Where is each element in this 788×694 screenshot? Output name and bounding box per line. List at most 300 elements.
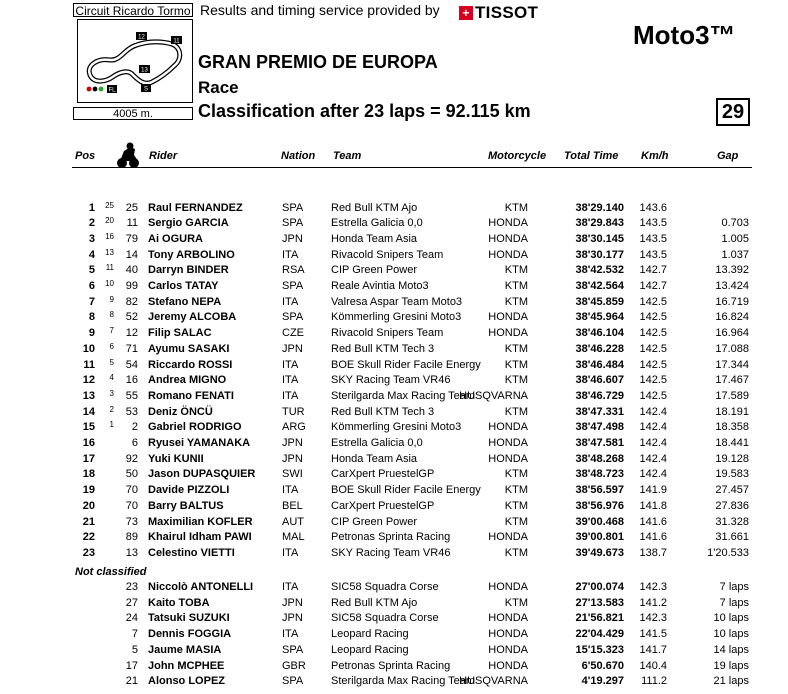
row-total-time: 38'46.104 <box>575 327 624 340</box>
row-rider-name: Maximilian KOFLER <box>148 515 253 528</box>
row-gap: 1.037 <box>721 248 749 261</box>
svg-text:12: 12 <box>138 34 145 41</box>
row-motorcycle: KTM <box>504 499 528 512</box>
row-speed: 142.5 <box>639 327 667 340</box>
row-gap: 27.457 <box>715 484 749 497</box>
row-team: Valresa Aspar Team Moto3 <box>331 295 463 308</box>
row-rider-number: 40 <box>125 264 138 277</box>
table-row <box>0 215 788 231</box>
row-speed: 142.4 <box>639 405 667 418</box>
table-row <box>0 514 788 530</box>
row-rider-number: 79 <box>125 232 138 245</box>
row-rider-name: John MCPHEE <box>148 659 225 672</box>
row-total-time: 38'46.228 <box>575 342 624 355</box>
row-rider-name: Sergio GARCIA <box>148 217 229 230</box>
table-row <box>0 482 788 498</box>
row-team: SKY Racing Team VR46 <box>331 374 451 387</box>
row-gap: 19 laps <box>713 659 749 672</box>
row-points: 9 <box>109 294 114 304</box>
row-team: CIP Green Power <box>331 515 418 528</box>
row-rider-name: Niccolò ANTONELLI <box>148 581 254 593</box>
row-nation: SPA <box>282 675 304 688</box>
row-team: Petronas Sprinta Racing <box>331 531 451 544</box>
row-speed: 140.4 <box>639 659 667 672</box>
column-header-gap: Gap <box>717 150 739 162</box>
row-nation: JPN <box>282 452 303 465</box>
row-rider-name: Ai OGURA <box>148 232 203 245</box>
row-team: Leopard Racing <box>331 643 409 656</box>
table-row <box>0 404 788 420</box>
table-row <box>0 435 788 451</box>
row-rider-number: 82 <box>125 295 138 308</box>
row-team: Red Bull KTM Ajo <box>331 201 418 214</box>
table-row <box>0 498 788 514</box>
tissot-logo <box>459 3 538 23</box>
row-speed: 142.7 <box>639 264 667 277</box>
row-pos: 16 <box>82 437 95 449</box>
row-nation: ITA <box>282 484 299 497</box>
row-nation: ITA <box>282 581 299 593</box>
row-rider-number: 2 <box>131 421 138 434</box>
row-motorcycle: HONDA <box>488 437 528 449</box>
row-gap: 17.344 <box>715 358 749 371</box>
row-pos: 21 <box>82 515 95 528</box>
row-rider-name: Romano FENATI <box>148 389 234 402</box>
row-rider-number: 25 <box>125 201 138 214</box>
row-speed: 141.6 <box>639 515 667 528</box>
row-nation: JPN <box>282 232 303 245</box>
row-pos: 22 <box>82 531 95 544</box>
session-title: Race <box>198 78 239 97</box>
row-rider-number: 6 <box>131 437 138 449</box>
row-gap: 17.467 <box>715 374 749 387</box>
row-total-time: 15'15.323 <box>575 643 624 656</box>
row-motorcycle: KTM <box>504 201 528 214</box>
column-header-nation: Nation <box>281 150 316 162</box>
row-speed: 141.8 <box>639 499 667 512</box>
row-nation: GBR <box>282 659 306 672</box>
row-gap: 31.661 <box>715 531 749 544</box>
row-gap: 10 laps <box>713 612 749 625</box>
row-pos: 15 <box>82 421 95 434</box>
row-rider-number: 5 <box>131 643 138 656</box>
row-rider-number: 14 <box>125 248 138 261</box>
row-nation: CZE <box>282 327 304 340</box>
row-total-time: 39'00.468 <box>575 515 624 528</box>
row-points: 3 <box>109 388 114 398</box>
row-points: 8 <box>109 310 114 320</box>
row-gap: 13.424 <box>715 280 749 292</box>
row-team: CarXpert PruestelGP <box>331 468 435 481</box>
row-gap: 31.328 <box>715 515 749 528</box>
table-row <box>0 642 788 658</box>
row-total-time: 38'47.498 <box>575 421 624 434</box>
header-divider <box>72 167 752 168</box>
timing-service-text: Results and timing service provided by <box>200 2 440 18</box>
row-pos: 23 <box>82 546 95 559</box>
table-row <box>0 200 788 216</box>
row-nation: ITA <box>282 374 299 387</box>
row-total-time: 6'50.670 <box>581 659 624 672</box>
row-nation: BEL <box>282 499 303 512</box>
row-total-time: 38'48.268 <box>575 452 624 465</box>
row-motorcycle: HONDA <box>488 531 528 544</box>
table-row <box>0 529 788 545</box>
row-rider-name: Alonso LOPEZ <box>148 675 225 688</box>
svg-text:13: 13 <box>141 67 148 74</box>
row-nation: SPA <box>282 643 304 656</box>
table-row <box>0 341 788 357</box>
row-motorcycle: HUSQVARNA <box>459 675 528 688</box>
row-team: Honda Team Asia <box>331 452 418 465</box>
row-pos: 1 <box>88 201 95 214</box>
row-rider-name: Celestino VIETTI <box>148 546 235 559</box>
row-team: CarXpert PruestelGP <box>331 499 435 512</box>
row-total-time: 39'49.673 <box>575 546 624 559</box>
row-nation: MAL <box>282 531 305 544</box>
row-speed: 142.5 <box>639 311 667 324</box>
table-row <box>0 466 788 482</box>
row-speed: 141.9 <box>639 484 667 497</box>
motorcycle-rider-icon <box>114 141 142 174</box>
row-gap: 18.191 <box>715 405 749 418</box>
row-speed: 143.5 <box>639 217 667 230</box>
row-total-time: 38'29.140 <box>575 201 624 214</box>
row-rider-name: Yuki KUNII <box>148 452 204 465</box>
row-motorcycle: HUSQVARNA <box>459 389 528 402</box>
row-total-time: 38'47.331 <box>575 405 624 418</box>
row-gap: 10 laps <box>713 628 749 641</box>
row-pos: 14 <box>82 405 95 418</box>
row-motorcycle: KTM <box>504 358 528 371</box>
row-points: 5 <box>109 357 114 367</box>
row-gap: 16.824 <box>715 311 749 324</box>
row-nation: JPN <box>282 596 303 609</box>
classification-title: Classification after 23 laps = 92.115 km <box>198 101 531 121</box>
table-row <box>0 278 788 294</box>
row-rider-name: Dennis FOGGIA <box>148 628 232 641</box>
row-rider-name: Filip SALAC <box>148 327 212 340</box>
row-motorcycle: HONDA <box>488 248 528 261</box>
row-total-time: 38'46.729 <box>575 389 624 402</box>
row-nation: JPN <box>282 437 303 449</box>
row-pos: 12 <box>82 374 95 387</box>
column-header-motorcycle: Motorcycle <box>488 150 547 162</box>
row-gap: 19.583 <box>715 468 749 481</box>
row-speed: 141.5 <box>639 628 667 641</box>
row-nation: SPA <box>282 311 304 324</box>
event-title: GRAN PREMIO DE EUROPA <box>198 52 438 72</box>
tissot-logo-text: TISSOT <box>475 3 539 22</box>
series-title: Moto3™ <box>633 20 736 50</box>
row-nation: TUR <box>282 405 305 418</box>
column-header-total-time: Total Time <box>564 150 619 162</box>
row-nation: ITA <box>282 389 299 402</box>
row-team: Kömmerling Gresini Moto3 <box>331 421 462 434</box>
row-team: Sterilgarda Max Racing Team <box>331 389 476 402</box>
row-gap: 1'20.533 <box>707 546 749 559</box>
row-pos: 13 <box>82 389 95 402</box>
row-gap: 7 laps <box>719 596 749 609</box>
row-rider-number: 71 <box>125 342 138 355</box>
row-points: 20 <box>105 216 114 226</box>
row-rider-number: 89 <box>125 531 138 544</box>
row-team: Red Bull KTM Tech 3 <box>331 405 435 418</box>
row-team: SKY Racing Team VR46 <box>331 546 451 559</box>
row-nation: SPA <box>282 217 304 230</box>
row-speed: 142.3 <box>639 612 667 625</box>
row-gap: 7 laps <box>719 581 749 593</box>
row-total-time: 27'00.074 <box>575 581 624 593</box>
row-total-time: 27'13.583 <box>575 596 624 609</box>
table-row <box>0 626 788 642</box>
row-pos: 6 <box>88 280 95 292</box>
row-total-time: 38'29.843 <box>575 217 624 230</box>
row-total-time: 38'56.976 <box>575 499 624 512</box>
row-motorcycle: HONDA <box>488 612 528 625</box>
row-motorcycle: KTM <box>504 515 528 528</box>
row-motorcycle: KTM <box>504 374 528 387</box>
row-total-time: 21'56.821 <box>575 612 624 625</box>
row-nation: RSA <box>282 264 305 277</box>
row-pos: 11 <box>83 358 95 371</box>
row-points: 6 <box>109 341 114 351</box>
circuit-name: Circuit Ricardo Tormo <box>73 3 193 17</box>
row-rider-name: Riccardo ROSSI <box>148 358 233 371</box>
table-row <box>0 357 788 373</box>
row-nation: ITA <box>282 295 299 308</box>
row-rider-number: 54 <box>125 358 138 371</box>
row-rider-number: 50 <box>125 468 138 481</box>
row-rider-name: Darryn BINDER <box>148 264 229 277</box>
row-rider-number: 7 <box>131 628 138 641</box>
table-row <box>0 595 788 611</box>
row-speed: 111.2 <box>641 675 667 688</box>
row-motorcycle: HONDA <box>488 643 528 656</box>
row-pos: 17 <box>82 452 95 465</box>
row-team: BOE Skull Rider Facile Energy <box>331 358 481 371</box>
row-speed: 142.4 <box>639 437 667 449</box>
row-motorcycle: HONDA <box>488 217 528 230</box>
table-row <box>0 451 788 467</box>
row-speed: 141.6 <box>639 531 667 544</box>
row-points: 7 <box>109 326 114 336</box>
row-total-time: 38'45.964 <box>575 311 624 324</box>
row-rider-number: 12 <box>125 327 138 340</box>
row-speed: 143.5 <box>639 232 667 245</box>
row-gap: 16.964 <box>715 327 749 340</box>
row-team: Honda Team Asia <box>331 232 418 245</box>
table-row <box>0 579 788 595</box>
table-row <box>0 325 788 341</box>
row-team: Petronas Sprinta Racing <box>331 659 451 672</box>
row-rider-number: 73 <box>125 515 138 528</box>
svg-text:11: 11 <box>173 38 180 45</box>
table-row <box>0 388 788 404</box>
row-rider-name: Khairul Idham PAWI <box>148 531 252 544</box>
row-motorcycle: KTM <box>504 546 528 559</box>
row-motorcycle: KTM <box>504 295 528 308</box>
row-rider-name: Kaito TOBA <box>148 596 210 609</box>
row-motorcycle: HONDA <box>488 452 528 465</box>
row-rider-number: 27 <box>125 596 138 609</box>
not-classified-label: Not classified <box>75 566 147 578</box>
page-number: 29 <box>716 98 750 126</box>
table-row <box>0 673 788 689</box>
row-points: 16 <box>105 231 114 241</box>
row-rider-name: Ayumu SASAKI <box>148 342 230 355</box>
row-rider-name: Jeremy ALCOBA <box>148 311 237 324</box>
row-rider-name: Gabriel RODRIGO <box>148 421 242 434</box>
row-total-time: 38'45.859 <box>575 295 624 308</box>
row-rider-number: 24 <box>125 612 138 625</box>
row-rider-name: Jaume MASIA <box>148 643 222 656</box>
row-motorcycle: HONDA <box>488 232 528 245</box>
row-total-time: 38'30.145 <box>575 232 624 245</box>
row-team: SIC58 Squadra Corse <box>331 581 439 593</box>
row-rider-name: Stefano NEPA <box>148 295 222 308</box>
row-speed: 142.4 <box>639 468 667 481</box>
column-header-team: Team <box>333 150 362 162</box>
row-team: BOE Skull Rider Facile Energy <box>331 484 481 497</box>
row-points: 13 <box>105 247 114 257</box>
row-gap: 21 laps <box>713 675 749 688</box>
row-rider-name: Raul FERNANDEZ <box>148 201 243 214</box>
row-gap: 19.128 <box>715 452 749 465</box>
table-row <box>0 658 788 674</box>
column-header-pos: Pos <box>75 150 96 162</box>
row-team: Reale Avintia Moto3 <box>331 280 429 292</box>
row-pos: 5 <box>88 264 95 277</box>
row-motorcycle: KTM <box>504 405 528 418</box>
swiss-cross-icon: + <box>459 6 473 20</box>
column-header-rider: Rider <box>149 150 178 162</box>
row-motorcycle: KTM <box>504 342 528 355</box>
row-team: Estrella Galicia 0,0 <box>331 217 423 230</box>
row-rider-number: 11 <box>126 217 138 230</box>
row-pos: 3 <box>88 232 95 245</box>
row-pos: 8 <box>88 311 95 324</box>
row-rider-number: 99 <box>125 280 138 292</box>
row-gap: 17.589 <box>715 389 749 402</box>
row-rider-number: 55 <box>125 389 138 402</box>
row-speed: 142.5 <box>639 389 667 402</box>
row-gap: 1.005 <box>721 232 749 245</box>
row-total-time: 38'42.532 <box>575 264 624 277</box>
row-rider-number: 17 <box>125 659 138 672</box>
row-team: Estrella Galicia 0,0 <box>331 437 423 449</box>
svg-text:FL: FL <box>108 87 116 94</box>
row-motorcycle: KTM <box>504 468 528 481</box>
row-total-time: 38'42.564 <box>575 280 624 292</box>
row-team: Leopard Racing <box>331 628 409 641</box>
row-total-time: 38'46.607 <box>575 374 624 387</box>
row-nation: SWI <box>282 468 303 481</box>
row-points: 10 <box>105 279 114 288</box>
row-team: CIP Green Power <box>331 264 418 277</box>
row-points: 11 <box>105 263 114 273</box>
row-gap: 18.358 <box>715 421 749 434</box>
row-motorcycle: HONDA <box>488 628 528 641</box>
row-speed: 142.3 <box>639 581 667 593</box>
table-row <box>0 231 788 247</box>
row-points: 1 <box>109 420 114 430</box>
row-total-time: 38'46.484 <box>575 358 624 371</box>
row-rider-name: Tatsuki SUZUKI <box>148 612 230 625</box>
row-rider-name: Ryusei YAMANAKA <box>148 437 251 449</box>
row-motorcycle: HONDA <box>488 327 528 340</box>
table-row <box>0 419 788 435</box>
row-total-time: 4'19.297 <box>581 675 624 688</box>
table-row <box>0 309 788 325</box>
row-rider-number: 16 <box>125 374 138 387</box>
row-nation: SPA <box>282 201 304 214</box>
row-rider-name: Jason DUPASQUIER <box>148 468 256 481</box>
row-team: Red Bull KTM Tech 3 <box>331 342 435 355</box>
row-nation: ITA <box>282 358 299 371</box>
row-nation: AUT <box>282 515 304 528</box>
row-gap: 0.703 <box>721 217 749 230</box>
row-pos: 18 <box>82 468 95 481</box>
row-rider-name: Tony ARBOLINO <box>148 248 235 261</box>
row-motorcycle: HONDA <box>488 659 528 672</box>
row-rider-name: Davide PIZZOLI <box>148 484 230 497</box>
row-speed: 141.7 <box>639 643 667 656</box>
row-team: Red Bull KTM Ajo <box>331 596 418 609</box>
row-speed: 141.2 <box>639 596 667 609</box>
row-points: 2 <box>109 404 114 414</box>
row-total-time: 38'48.723 <box>575 468 624 481</box>
row-points: 4 <box>109 373 114 383</box>
row-total-time: 22'04.429 <box>575 628 624 641</box>
row-team: Rivacold Snipers Team <box>331 327 444 340</box>
row-rider-number: 53 <box>125 405 138 418</box>
row-rider-number: 70 <box>125 499 138 512</box>
row-rider-number: 21 <box>125 675 138 688</box>
row-team: Kömmerling Gresini Moto3 <box>331 311 462 324</box>
row-nation: ITA <box>282 248 299 261</box>
row-gap: 13.392 <box>715 264 749 277</box>
row-rider-name: Andrea MIGNO <box>148 374 227 387</box>
row-rider-number: 23 <box>125 581 138 593</box>
row-total-time: 38'56.597 <box>575 484 624 497</box>
row-speed: 142.5 <box>639 358 667 371</box>
row-team: Rivacold Snipers Team <box>331 248 444 261</box>
row-motorcycle: KTM <box>504 264 528 277</box>
row-total-time: 39'00.801 <box>575 531 624 544</box>
row-pos: 9 <box>88 327 95 340</box>
row-speed: 142.4 <box>639 421 667 434</box>
row-rider-name: Carlos TATAY <box>148 280 219 292</box>
row-nation: JPN <box>282 342 303 355</box>
track-map <box>77 19 193 103</box>
row-motorcycle: KTM <box>504 280 528 292</box>
row-speed: 138.7 <box>639 546 667 559</box>
row-speed: 143.6 <box>639 201 667 214</box>
circuit-map-icon <box>78 20 192 102</box>
row-pos: 20 <box>82 499 95 512</box>
row-rider-name: Deniz ÖNCÜ <box>148 405 213 418</box>
row-motorcycle: KTM <box>504 484 528 497</box>
row-motorcycle: HONDA <box>488 311 528 324</box>
svg-text:S: S <box>143 86 149 93</box>
row-nation: ITA <box>282 628 299 641</box>
row-rider-number: 70 <box>125 484 138 497</box>
table-row <box>0 610 788 626</box>
row-nation: JPN <box>282 612 303 625</box>
row-points: 25 <box>105 200 114 210</box>
row-gap: 18.441 <box>715 437 749 449</box>
